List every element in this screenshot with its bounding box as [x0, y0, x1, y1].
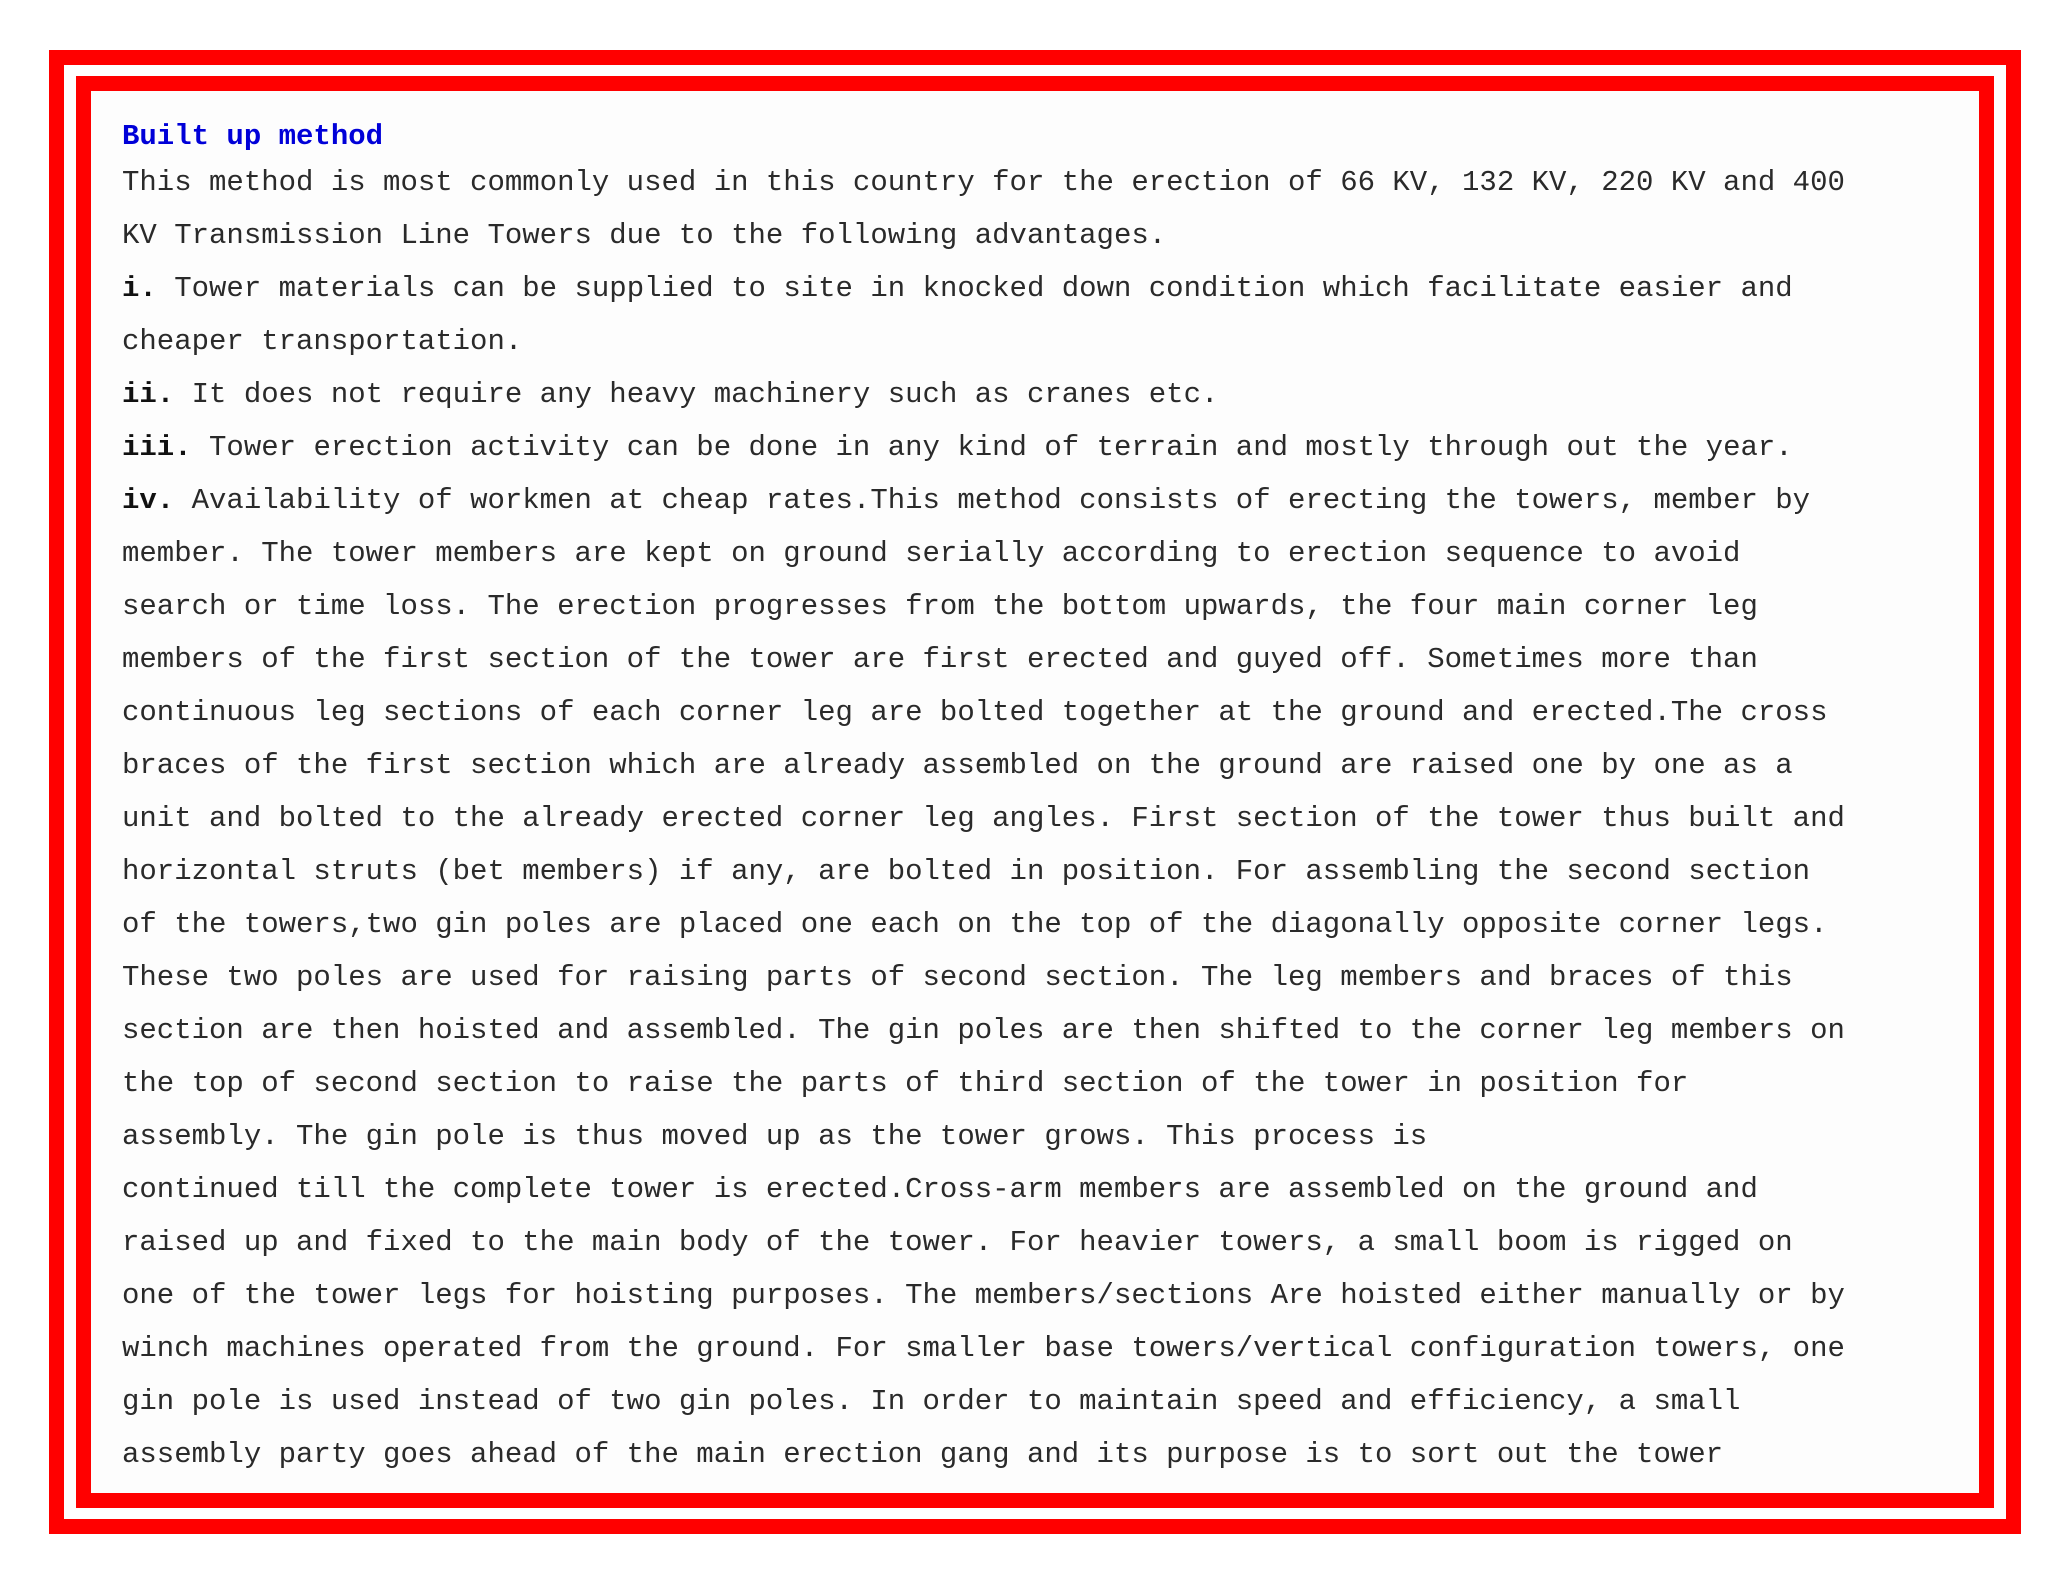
text-line: [122, 951, 1992, 1004]
line-text: winch machines operated from the ground. For smaller base towers/vertical configuration towers, one: [122, 1332, 1845, 1365]
text-line: [122, 1004, 1992, 1057]
line-text: KV Transmission Line Towers due to the following advantages.: [122, 219, 1167, 252]
text-line: [122, 368, 1992, 421]
body-text: [122, 156, 1992, 1481]
line-text: unit and bolted to the already erected corner leg angles. First section of the tower thus built and: [122, 802, 1845, 835]
text-line: [122, 421, 1992, 474]
text-line: [122, 315, 1992, 368]
line-text: horizontal struts (bet members) if any, are bolted in position. For assembling the second section: [122, 855, 1811, 888]
section-heading: Built up method: [122, 120, 384, 153]
list-number: iii.: [122, 431, 192, 464]
list-number: i.: [122, 272, 157, 305]
text-line: [122, 1216, 1992, 1269]
text-line: [122, 580, 1992, 633]
text-line: [122, 1110, 1992, 1163]
text-line: [122, 1057, 1992, 1110]
line-text: It does not require any heavy machinery such as cranes etc.: [174, 378, 1219, 411]
line-text: section are then hoisted and assembled. The gin poles are then shifted to the corner leg members on: [122, 1014, 1845, 1047]
line-text: search or time loss. The erection progresses from the bottom upwards, the four main corner leg: [122, 590, 1758, 623]
text-line: [122, 262, 1992, 315]
list-number: ii.: [122, 378, 175, 411]
line-text: member. The tower members are kept on ground serially according to erection sequence to avoid: [122, 537, 1741, 570]
line-text: of the towers,two gin poles are placed one each on the top of the diagonally opposite corner legs.: [122, 908, 1828, 941]
text-line: [122, 1375, 1992, 1428]
line-text: members of the first section of the tower are first erected and guyed off. Sometimes more than: [122, 643, 1758, 676]
line-text: braces of the first section which are already assembled on the ground are raised one by one as a: [122, 749, 1793, 782]
text-line: [122, 845, 1992, 898]
line-text: These two poles are used for raising parts of second section. The leg members and braces of this: [122, 961, 1793, 994]
text-line: [122, 633, 1992, 686]
text-line: [122, 739, 1992, 792]
line-text: Tower erection activity can be done in any kind of terrain and mostly through out the year.: [191, 431, 1793, 464]
text-line: [122, 1428, 1992, 1481]
text-line: [122, 1322, 1992, 1375]
text-line: [122, 209, 1992, 262]
line-text: This method is most commonly used in this country for the erection of 66 KV, 132 KV, 220 KV and 400: [122, 166, 1845, 199]
text-line: [122, 1269, 1992, 1322]
text-line: [122, 1163, 1992, 1216]
document-content: [122, 118, 1992, 1481]
text-line: [122, 898, 1992, 951]
line-text: cheaper transportation.: [122, 325, 523, 358]
line-text: gin pole is used instead of two gin poles. In order to maintain speed and efficiency, a small: [122, 1385, 1741, 1418]
line-text: one of the tower legs for hoisting purposes. The members/sections Are hoisted either manually or by: [122, 1279, 1845, 1312]
line-text: raised up and fixed to the main body of the tower. For heavier towers, a small boom is rigged on: [122, 1226, 1793, 1259]
line-text: assembly party goes ahead of the main erection gang and its purpose is to sort out the tower: [122, 1438, 1724, 1471]
line-text: the top of second section to raise the parts of third section of the tower in position for: [122, 1067, 1689, 1100]
line-text: continued till the complete tower is erected.Cross-arm members are assembled on the ground and: [122, 1173, 1758, 1206]
text-line: [122, 686, 1992, 739]
text-line: [122, 792, 1992, 845]
line-text: Availability of workmen at cheap rates.This method consists of erecting the towers, member by: [174, 484, 1811, 517]
text-line: [122, 156, 1992, 209]
list-number: iv.: [122, 484, 175, 517]
text-line: [122, 527, 1992, 580]
line-text: continuous leg sections of each corner leg are bolted together at the ground and erected.The cross: [122, 696, 1828, 729]
text-line: [122, 474, 1992, 527]
line-text: Tower materials can be supplied to site in knocked down condition which facilitate easier and: [156, 272, 1793, 305]
line-text: assembly. The gin pole is thus moved up as the tower grows. This process is: [122, 1120, 1428, 1153]
